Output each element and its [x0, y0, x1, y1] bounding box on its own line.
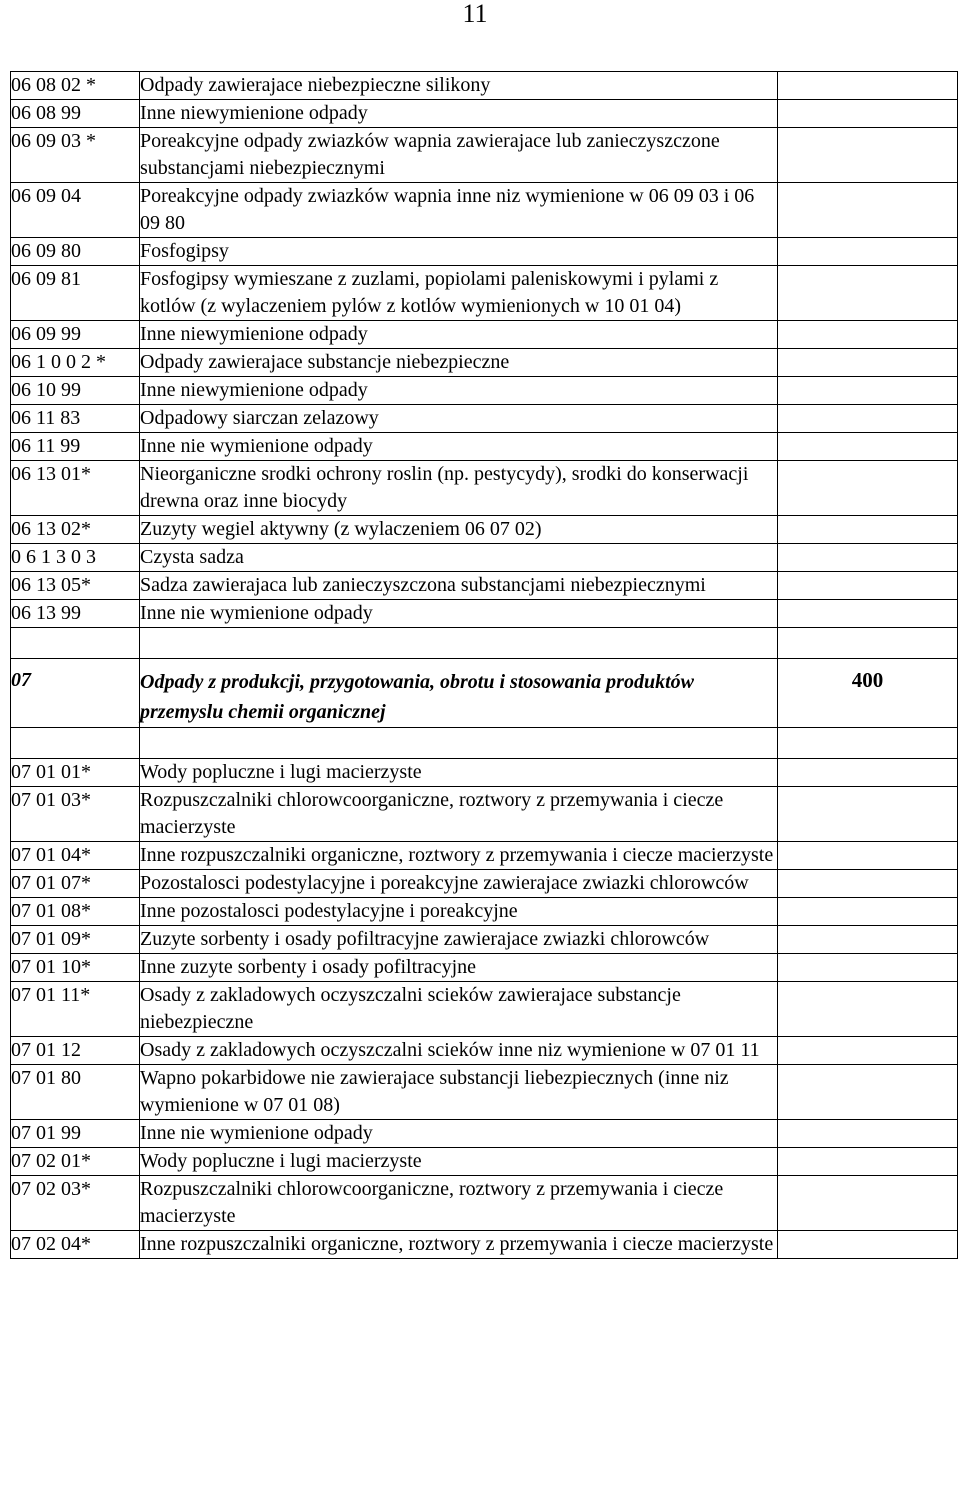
quantity-cell: [778, 72, 958, 100]
waste-code: 06 13 02*: [11, 516, 140, 544]
quantity-cell: [778, 100, 958, 128]
quantity-cell: [778, 926, 958, 954]
waste-code: 07 01 07*: [11, 870, 140, 898]
waste-code: 07 01 03*: [11, 787, 140, 842]
quantity-cell: [778, 516, 958, 544]
waste-code: 06 09 80: [11, 238, 140, 266]
table-row: [11, 1120, 958, 1148]
table-row: [11, 759, 958, 787]
waste-code: 07 01 10*: [11, 954, 140, 982]
table-row: [11, 1176, 958, 1231]
table-row: [11, 954, 958, 982]
waste-code: 07 01 12: [11, 1037, 140, 1065]
table-row: [11, 544, 958, 572]
section-quantity: 400: [778, 659, 958, 728]
spacer-cell: [11, 728, 140, 759]
quantity-cell: [778, 898, 958, 926]
waste-description: Inne zuzyte sorbenty i osady pofiltracyjne: [140, 954, 778, 982]
waste-description: Odpadowy siarczan zelazowy: [140, 405, 778, 433]
quantity-cell: [778, 1037, 958, 1065]
quantity-cell: [778, 433, 958, 461]
table-row: [11, 238, 958, 266]
waste-description: Inne niewymienione odpady: [140, 321, 778, 349]
waste-code: 07 01 11*: [11, 982, 140, 1037]
table-row: [11, 377, 958, 405]
waste-code: 07 01 99: [11, 1120, 140, 1148]
table-row: [11, 572, 958, 600]
waste-code: 07 01 09*: [11, 926, 140, 954]
waste-description: Wapno pokarbidowe nie zawierajace substancji liebezpiecznych (inne niz wymienione w 07 01 08): [140, 1065, 778, 1120]
waste-description: Zuzyty wegiel aktywny (z wylaczeniem 06 07 02): [140, 516, 778, 544]
waste-code: 06 13 99: [11, 600, 140, 628]
waste-description: Inne niewymienione odpady: [140, 377, 778, 405]
section-title: Odpady z produkcji, przygotowania, obrotu i stosowania produktów przemyslu chemii organicznej: [140, 659, 778, 728]
table-row: [11, 600, 958, 628]
quantity-cell: [778, 1231, 958, 1259]
quantity-cell: [778, 572, 958, 600]
table-row: [11, 926, 958, 954]
waste-code: 06 09 99: [11, 321, 140, 349]
section-code: 07: [11, 659, 140, 728]
table-row: [11, 433, 958, 461]
waste-code: 06 10 99: [11, 377, 140, 405]
spacer-row: [11, 628, 958, 659]
waste-description: Odpady zawierajace substancje niebezpieczne: [140, 349, 778, 377]
section-row: [11, 659, 958, 728]
waste-code: 07 01 80: [11, 1065, 140, 1120]
waste-code: 06 08 99: [11, 100, 140, 128]
table-row: [11, 842, 958, 870]
table-row: [11, 72, 958, 100]
quantity-cell: [778, 870, 958, 898]
table-row: [11, 898, 958, 926]
waste-description: Poreakcyjne odpady zwiazków wapnia zawierajace lub zanieczyszczone substancjami niebezpiecznymi: [140, 128, 778, 183]
quantity-cell: [778, 954, 958, 982]
waste-code: 07 01 04*: [11, 842, 140, 870]
table-row: [11, 1037, 958, 1065]
waste-description: Wody popluczne i lugi macierzyste: [140, 1148, 778, 1176]
quantity-cell: [778, 1120, 958, 1148]
quantity-cell: [778, 1176, 958, 1231]
waste-description: Fosfogipsy wymieszane z zuzlami, popiolami paleniskowymi i pylami z kotlów (z wylaczeniem pylów z kotlów wymienionych w 10 01 04): [140, 266, 778, 321]
quantity-cell: [778, 183, 958, 238]
waste-description: Czysta sadza: [140, 544, 778, 572]
spacer-cell: [140, 628, 778, 659]
waste-description: Odpady zawierajace niebezpieczne silikony: [140, 72, 778, 100]
waste-description: Rozpuszczalniki chlorowcoorganiczne, roztwory z przemywania i ciecze macierzyste: [140, 1176, 778, 1231]
waste-description: Osady z zakladowych oczyszczalni scieków zawierajace substancje niebezpieczne: [140, 982, 778, 1037]
quantity-cell: [778, 238, 958, 266]
waste-description: Wody popluczne i lugi macierzyste: [140, 759, 778, 787]
quantity-cell: [778, 787, 958, 842]
table-row: [11, 787, 958, 842]
waste-description: Poreakcyjne odpady zwiazków wapnia inne niz wymienione w 06 09 03 i 06 09 80: [140, 183, 778, 238]
quantity-cell: [778, 600, 958, 628]
spacer-cell: [11, 628, 140, 659]
quantity-cell: [778, 1065, 958, 1120]
waste-code-table-body: [11, 72, 958, 1259]
quantity-cell: [778, 759, 958, 787]
quantity-cell: [778, 405, 958, 433]
table-row: [11, 405, 958, 433]
waste-description: Fosfogipsy: [140, 238, 778, 266]
quantity-cell: [778, 544, 958, 572]
quantity-cell: [778, 982, 958, 1037]
waste-code: 07 02 01*: [11, 1148, 140, 1176]
waste-description: Inne rozpuszczalniki organiczne, roztwory z przemywania i ciecze macierzyste: [140, 1231, 778, 1259]
waste-code: 06 13 05*: [11, 572, 140, 600]
page-number: 11: [462, 0, 488, 28]
waste-code: 07 01 08*: [11, 898, 140, 926]
waste-code: 07 01 01*: [11, 759, 140, 787]
waste-code: 0 6 1 3 0 3: [11, 544, 140, 572]
quantity-cell: [778, 842, 958, 870]
waste-description: Inne nie wymienione odpady: [140, 1120, 778, 1148]
table-row: [11, 266, 958, 321]
table-row: [11, 349, 958, 377]
table-row: [11, 128, 958, 183]
waste-description: Inne rozpuszczalniki organiczne, roztwory z przemywania i ciecze macierzyste: [140, 842, 778, 870]
table-row: [11, 1231, 958, 1259]
quantity-cell: [778, 266, 958, 321]
waste-code: 06 09 03 *: [11, 128, 140, 183]
waste-code: 06 08 02 *: [11, 72, 140, 100]
spacer-cell: [778, 628, 958, 659]
spacer-cell: [140, 728, 778, 759]
waste-description: Inne nie wymienione odpady: [140, 433, 778, 461]
waste-description: Inne niewymienione odpady: [140, 100, 778, 128]
waste-description: Osady z zakladowych oczyszczalni scieków inne niz wymienione w 07 01 11: [140, 1037, 778, 1065]
waste-code: 06 13 01*: [11, 461, 140, 516]
table-row: [11, 461, 958, 516]
waste-description: Inne pozostalosci podestylacyjne i poreakcyjne: [140, 898, 778, 926]
waste-code: 06 09 04: [11, 183, 140, 238]
waste-code: 06 09 81: [11, 266, 140, 321]
table-row: [11, 870, 958, 898]
waste-code: 06 11 99: [11, 433, 140, 461]
table-row: [11, 321, 958, 349]
table-row: [11, 1065, 958, 1120]
quantity-cell: [778, 461, 958, 516]
waste-code: 07 02 03*: [11, 1176, 140, 1231]
quantity-cell: [778, 349, 958, 377]
waste-description: Inne nie wymienione odpady: [140, 600, 778, 628]
waste-code: 06 1 0 0 2 *: [11, 349, 140, 377]
table-row: [11, 100, 958, 128]
quantity-cell: [778, 128, 958, 183]
waste-description: Pozostalosci podestylacyjne i poreakcyjne zawierajace zwiazki chlorowców: [140, 870, 778, 898]
table-row: [11, 516, 958, 544]
waste-description: Nieorganiczne srodki ochrony roslin (np. pestycydy), srodki do konserwacji drewna oraz inne biocydy: [140, 461, 778, 516]
waste-description: Zuzyte sorbenty i osady pofiltracyjne zawierajace zwiazki chlorowców: [140, 926, 778, 954]
quantity-cell: [778, 1148, 958, 1176]
waste-description: Sadza zawierajaca lub zanieczyszczona substancjami niebezpiecznymi: [140, 572, 778, 600]
table-row: [11, 183, 958, 238]
spacer-cell: [778, 728, 958, 759]
waste-code: 06 11 83: [11, 405, 140, 433]
quantity-cell: [778, 321, 958, 349]
quantity-cell: [778, 377, 958, 405]
waste-code-table: [10, 71, 958, 1259]
table-row: [11, 1148, 958, 1176]
spacer-row: [11, 728, 958, 759]
table-row: [11, 982, 958, 1037]
waste-description: Rozpuszczalniki chlorowcoorganiczne, roztwory z przemywania i ciecze macierzyste: [140, 787, 778, 842]
waste-code: 07 02 04*: [11, 1231, 140, 1259]
